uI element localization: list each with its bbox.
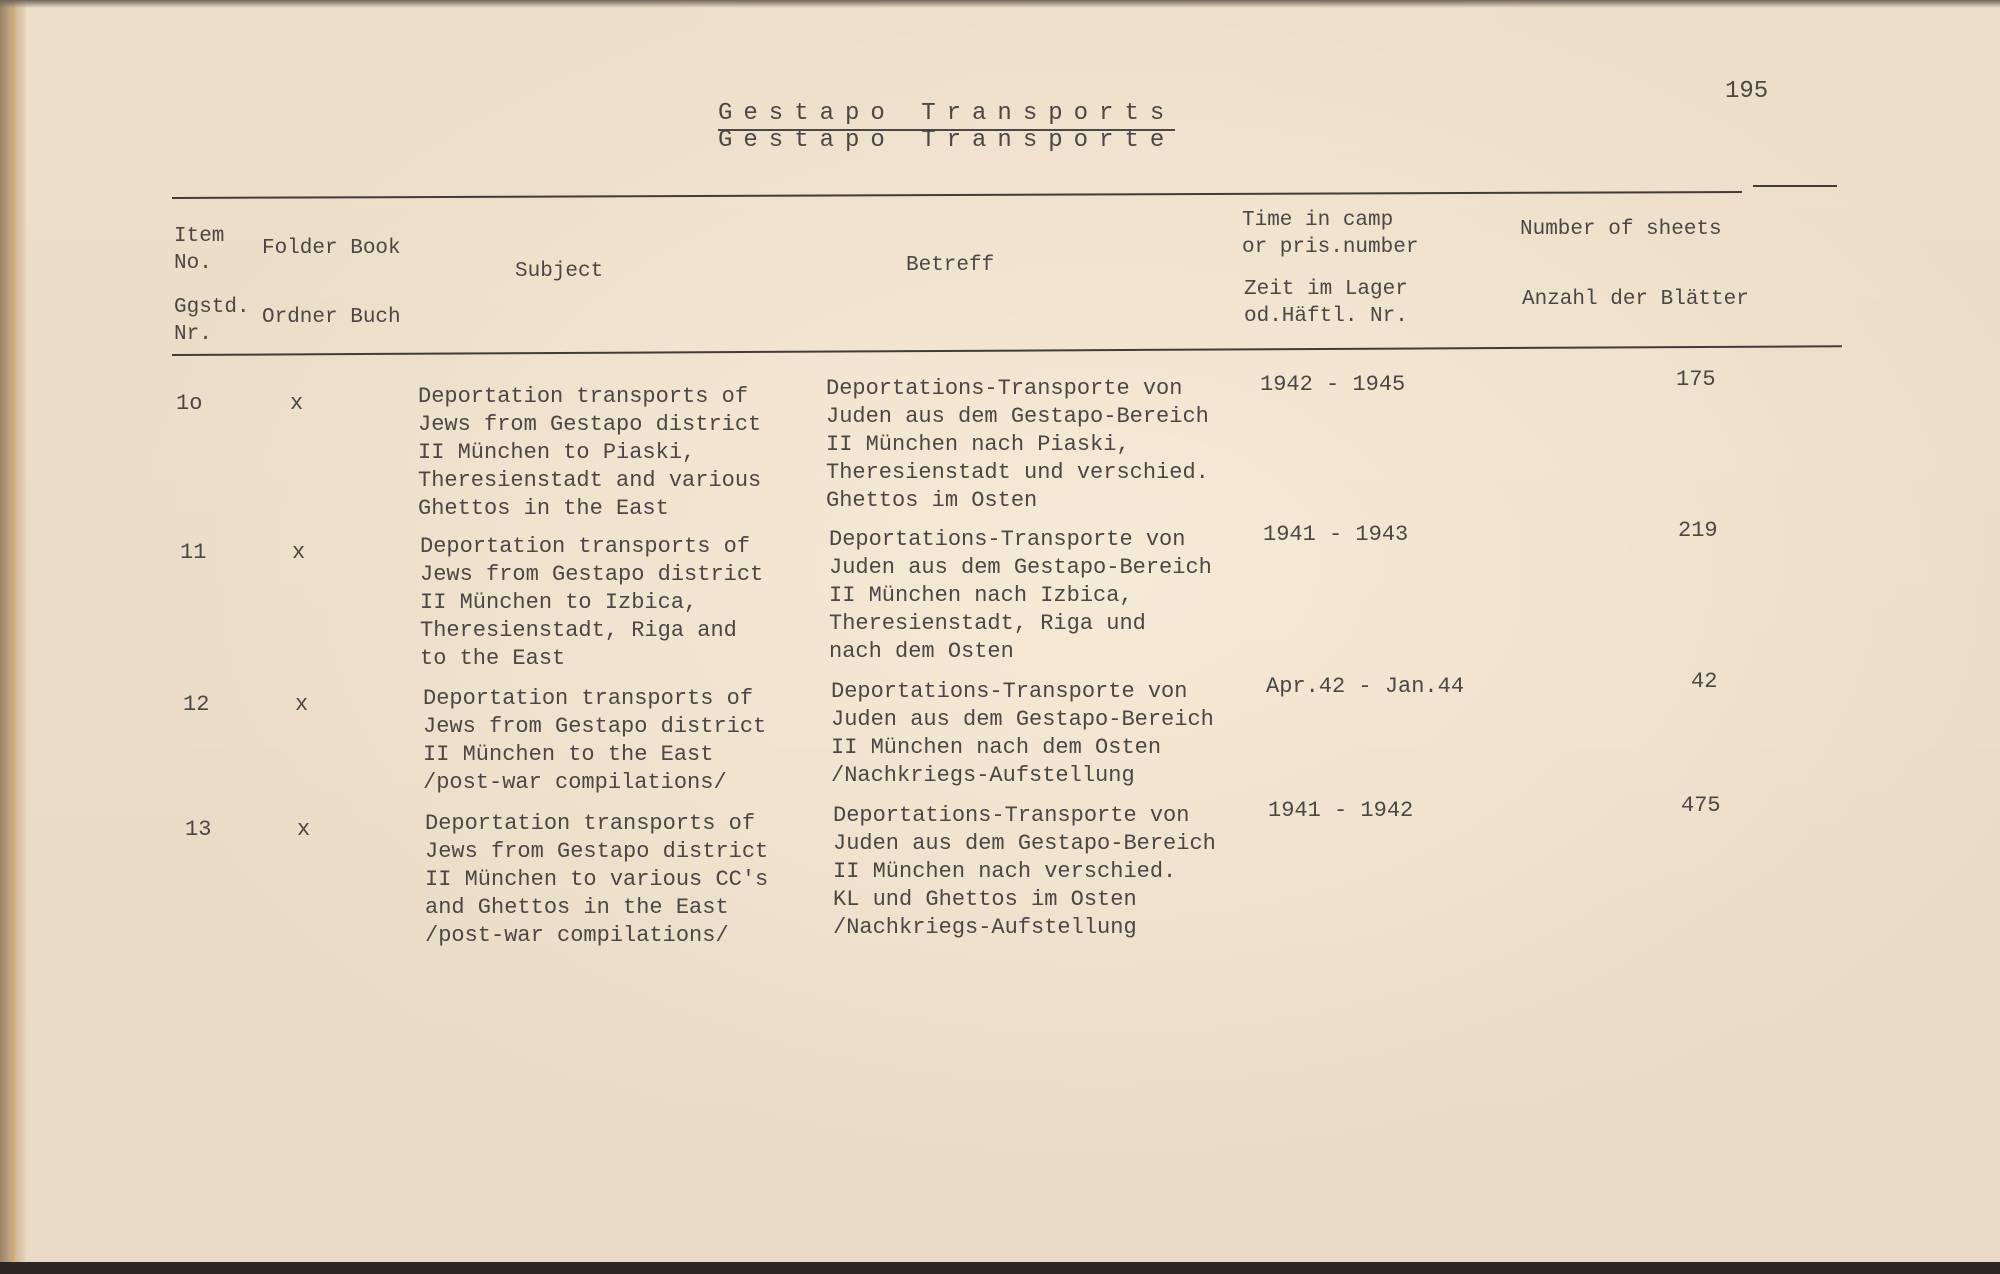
row-1-sheets: 175: [1676, 367, 1716, 392]
bottom-edge: [0, 1262, 2000, 1274]
row-4-folder: x: [297, 817, 311, 842]
row-4-item: 13: [185, 817, 212, 842]
row-1-time: 1942 - 1945: [1260, 372, 1406, 397]
header-bottom-rule: [172, 345, 1842, 356]
row-4-time: 1941 - 1942: [1268, 798, 1414, 823]
header-sheets-de: Anzahl der Blätter: [1522, 288, 1749, 311]
row-4-sheets: 475: [1681, 793, 1721, 818]
header-time-de: Zeit im Lager od.Häftl. Nr.: [1244, 278, 1408, 328]
row-2-item: 11: [180, 540, 207, 565]
page-number: 195: [1725, 78, 1769, 105]
row-3-item: 12: [183, 692, 210, 717]
header-betreff: Betreff: [906, 254, 995, 277]
row-2-sheets: 219: [1678, 518, 1718, 543]
title-english: Gestapo Transports: [718, 100, 1175, 131]
header-folder-book-en: Folder Book: [262, 237, 401, 260]
row-1-betreff: Deportations-Transporte von Juden aus dem Gestapo-Bereich II München nach Piaski, Theresienstadt und verschied. Ghettos im Osten: [826, 376, 1209, 513]
row-4-betreff: Deportations-Transporte von Juden aus dem Gestapo-Bereich II München nach verschied. KL und Ghettos im Osten /Nachkriegs-Aufstellung: [833, 803, 1216, 940]
header-sheets-en: Number of sheets: [1520, 218, 1722, 241]
row-3-betreff: Deportations-Transporte von Juden aus dem Gestapo-Bereich II München nach dem Osten /Nachkriegs-Aufstellung: [831, 679, 1214, 788]
header-time-en: Time in camp or pris.number: [1242, 209, 1419, 259]
row-1-subject: Deportation transports of Jews from Gestapo district II München to Piaski, Theresienstadt and various Ghettos in the East: [418, 384, 762, 521]
header-top-rule-short: [1753, 185, 1837, 187]
header-item-de: Ggstd. Nr.: [174, 296, 250, 346]
header-subject: Subject: [515, 260, 604, 283]
row-3-subject: Deportation transports of Jews from Gestapo district II München to the East /post-war compilations/: [423, 686, 767, 795]
header-folder-book-de: Ordner Buch: [262, 306, 401, 329]
row-4-subject: Deportation transports of Jews from Gestapo district II München to various CC's and Ghettos in the East /post-war compilations/: [425, 811, 769, 948]
binding-edge-line: [12, 0, 14, 1274]
row-1-folder: x: [290, 391, 304, 416]
title-german: Gestapo Transporte: [718, 127, 1176, 154]
top-edge-shadow: [0, 0, 2000, 8]
row-2-time: 1941 - 1943: [1263, 522, 1409, 547]
book-binding: [0, 0, 26, 1274]
row-2-subject: Deportation transports of Jews from Gestapo district II München to Izbica, Theresienstadt, Riga and to the East: [420, 534, 764, 671]
row-2-betreff: Deportations-Transporte von Juden aus dem Gestapo-Bereich II München nach Izbica, Theresienstadt, Riga und nach dem Osten: [829, 527, 1212, 664]
header-top-rule: [172, 191, 1742, 199]
row-3-folder: x: [295, 692, 309, 717]
row-2-folder: x: [292, 540, 306, 565]
header-item-en: Item No.: [174, 225, 225, 275]
row-3-sheets: 42: [1691, 669, 1718, 694]
row-1-item: 1o: [176, 391, 203, 416]
row-3-time: Apr.42 - Jan.44: [1266, 674, 1465, 699]
